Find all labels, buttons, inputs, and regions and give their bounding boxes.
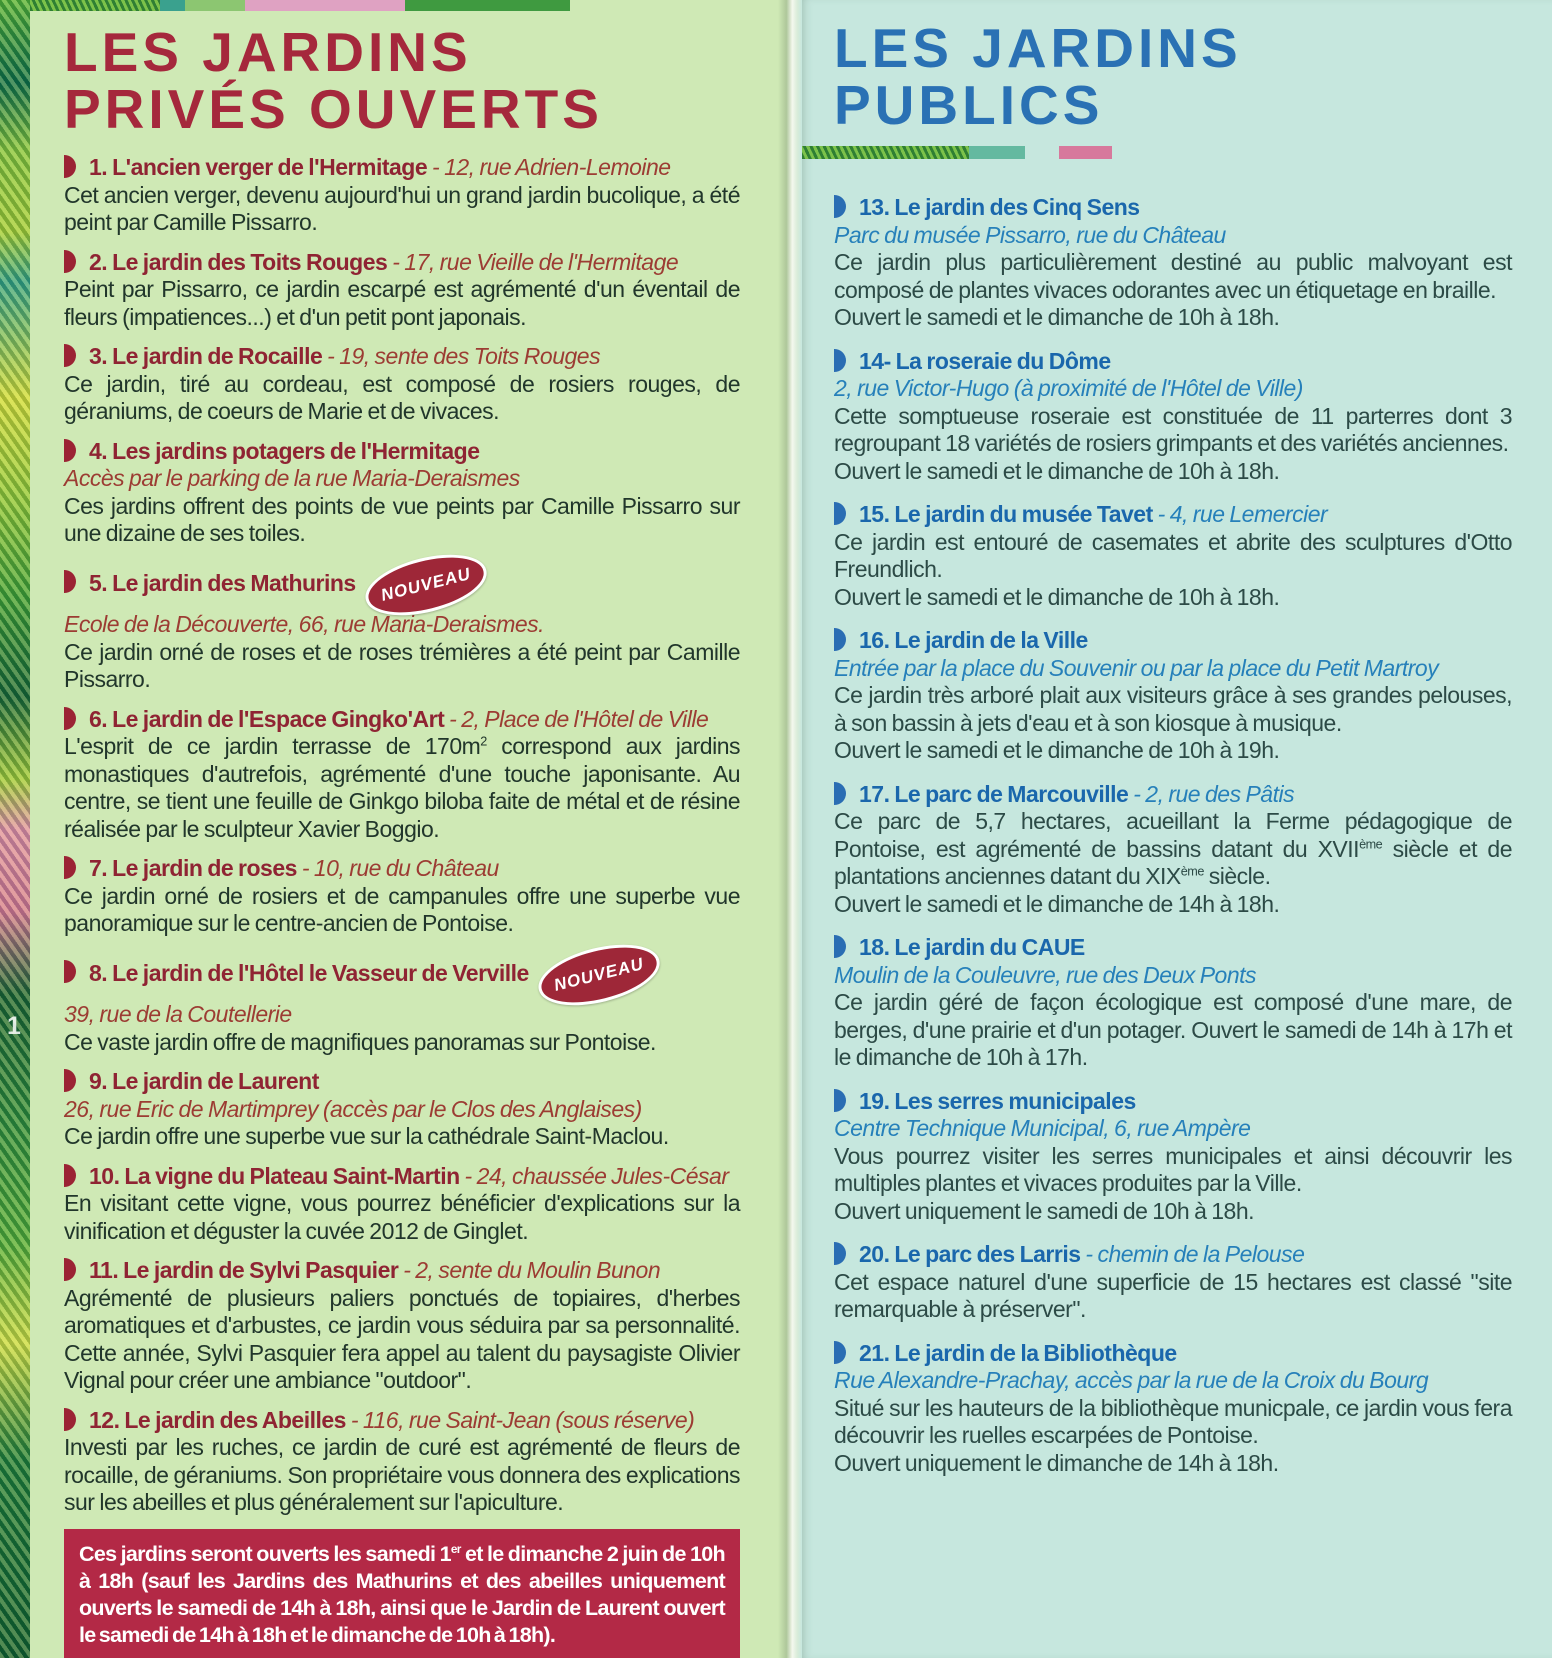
- garden-name: 11. Le jardin de Sylvi Pasquier: [89, 1257, 399, 1283]
- garden-name: 8. Le jardin de l'Hôtel le Vasseur de Verville: [89, 959, 529, 986]
- garden-heading: [64, 436, 740, 466]
- garden-description: Ce jardin offre une superbe vue sur la cathédrale Saint-Maclou.: [64, 1123, 669, 1149]
- garden-address: Ecole de la Découverte, 66, rue Maria-Deraismes.: [64, 611, 545, 637]
- notice-text: et le dimanche 2 juin de 10h à 18h (sauf les Jardins des Mathurins et des abeilles uniquement ouverts le samedi de 14h à 18h, ainsi que le Jardin de Laurent ouvert le samedi de 14h à 18h et le dimanche de 10h à 18h).: [79, 1541, 725, 1647]
- garden-item-5: [64, 558, 740, 694]
- nouveau-badge: NOUVEAU: [359, 543, 492, 625]
- garden-heading: [64, 948, 740, 1002]
- garden-address: 26, rue Eric de Martimprey (accès par le Clos des Anglaises): [64, 1095, 642, 1122]
- garden-item-17: [834, 779, 1512, 919]
- bullet-icon: [834, 1089, 846, 1112]
- garden-address: - 2, Place de l'Hôtel de Ville: [449, 705, 709, 732]
- garden-heading: [64, 558, 740, 612]
- decor-seagreen: [969, 146, 1025, 159]
- opening-hours-notice: [64, 1529, 740, 1658]
- garden-name: 1. L'ancien verger de l'Hermitage: [89, 154, 428, 180]
- garden-name: 3. Le jardin de Rocaille: [89, 343, 323, 369]
- garden-heading: [64, 341, 740, 371]
- garden-name: 12. Le jardin des Abeilles: [89, 1406, 346, 1433]
- garden-item-21: [834, 1338, 1512, 1478]
- garden-description: Ces jardins offrent des points de vue peints par Camille Pissarro sur une dizaine de ses toiles.: [64, 492, 740, 546]
- garden-name: 17. Le parc de Marcouville: [859, 780, 1129, 807]
- bullet-icon: [64, 250, 76, 273]
- garden-description: Peint par Pissarro, ce jardin escarpé est agrémenté d'un éventail de fleurs (impatiences...) et d'un petit pont japonais.: [64, 276, 740, 330]
- page-fold: [778, 0, 802, 1658]
- garden-address: - 24, chaussée Jules-César: [464, 1162, 729, 1189]
- page-title-line1: LES JARDINS: [834, 17, 1242, 79]
- page-private-gardens: [30, 0, 778, 1658]
- garden-item-15: [834, 499, 1512, 611]
- garden-item-18: [834, 932, 1512, 1072]
- garden-name: 14- La roseraie du Dôme: [859, 347, 1111, 374]
- bullet-icon: [64, 155, 76, 178]
- description-text: L'esprit de ce jardin terrasse de 170m: [64, 733, 481, 759]
- garden-description: [64, 733, 740, 843]
- garden-item-4: [64, 436, 740, 548]
- bullet-icon: [834, 935, 846, 958]
- page-title-line2: PUBLICS: [834, 74, 1104, 136]
- garden-address: Parc du musée Pissarro, rue du Château: [834, 221, 1226, 248]
- garden-heading: [64, 1161, 740, 1191]
- description-text: correspond aux jardins monastiques d'autrefois, agrémenté d'une touche japonisante. Au centre, se tient une feuille de Ginkgo biloba faite de métal et de résine réalisée par le sculpteur Xavier Boggio.: [64, 733, 741, 842]
- superscript: ème: [1359, 836, 1383, 851]
- garden-description: Ce jardin géré de façon écologique est composé d'une mare, de berges, d'une prairie et d'un potager. Ouvert le samedi de 14h à 17h et le dimanche de 10h à 17h.: [834, 989, 1512, 1070]
- garden-heading: [64, 853, 740, 883]
- garden-name: 5. Le jardin des Mathurins: [89, 569, 356, 596]
- garden-name: 13. Le jardin des Cinq Sens: [859, 194, 1140, 220]
- garden-heading: [834, 1239, 1512, 1269]
- garden-item-3: [64, 341, 740, 426]
- garden-item-14: [834, 346, 1512, 486]
- description-text: siècle et de plantations anciennes datant du XIX: [834, 835, 1512, 889]
- garden-item-16: [834, 625, 1512, 765]
- garden-description: Investi par les ruches, ce jardin de curé est agrémenté de fleurs de rocaille, de géraniums. Son propriétaire vous donnera des explications sur les abeilles et plus généralement sur l'apiculture.: [64, 1434, 740, 1515]
- left-edge-decor: [0, 0, 30, 1658]
- decor-hatch: [30, 0, 160, 11]
- garden-name: 15. Le jardin du musée Tavet: [859, 501, 1153, 527]
- edge-page-number: 1: [7, 1012, 21, 1040]
- nouveau-badge: NOUVEAU: [532, 933, 665, 1015]
- bullet-icon: [64, 570, 76, 593]
- bullet-icon: [64, 856, 76, 879]
- bullet-icon: [64, 707, 76, 730]
- private-gardens-list: [64, 152, 740, 1517]
- garden-address: Centre Technique Municipal, 6, rue Ampère: [834, 1115, 1251, 1141]
- garden-hours: Ouvert le samedi et le dimanche de 10h à 18h.: [834, 457, 1280, 484]
- page-title-line2: PRIVÉS OUVERTS: [64, 78, 603, 140]
- garden-address: - 17, rue Vieille de l'Hermitage: [392, 248, 679, 275]
- garden-description: Ce jardin orné de roses et de roses trémières a été peint par Camille Pissarro.: [64, 638, 740, 692]
- garden-address: - 2, sente du Moulin Bunon: [403, 1257, 661, 1283]
- garden-description: Ce jardin orné de rosiers et de campanules offre une superbe vue panoramique sur le centre-ancien de Pontoise.: [64, 882, 740, 936]
- garden-name: 4. Les jardins potagers de l'Hermitage: [89, 437, 480, 464]
- decor-teal: [160, 0, 185, 11]
- garden-address: - 12, rue Adrien-Lemoine: [432, 154, 671, 180]
- garden-heading: [64, 1405, 740, 1435]
- garden-name: 18. Le jardin du CAUE: [859, 934, 1085, 960]
- bullet-icon: [64, 960, 76, 983]
- garden-heading: [834, 1338, 1512, 1368]
- garden-hours: Ouvert le samedi et le dimanche de 14h à 18h.: [834, 890, 1280, 917]
- garden-heading: [64, 1255, 740, 1285]
- garden-hours: Ouvert le samedi et le dimanche de 10h à 18h.: [834, 583, 1280, 610]
- garden-address: - chemin de la Pelouse: [1085, 1241, 1305, 1267]
- garden-hours: Ouvert le samedi et le dimanche de 10h à 18h.: [834, 304, 1280, 330]
- garden-description: Agrémenté de plusieurs paliers ponctués de topiaires, d'herbes aromatiques et d'arbustes, ce jardin vous séduira par sa personnalité. Cette année, Sylvi Pasquier fera appel au talent du paysagiste Olivier Vignal pour créer une ambiance "outdoor".: [64, 1284, 740, 1393]
- superscript: er: [450, 1541, 461, 1556]
- decor-hatch: [802, 146, 969, 159]
- garden-heading: [834, 192, 1512, 222]
- garden-heading: [64, 152, 740, 182]
- decor-green-light: [185, 0, 245, 11]
- garden-name: 9. Le jardin de Laurent: [89, 1068, 319, 1094]
- description-text: Ce parc de 5,7 hectares, acueillant la Ferme pédagogique de Pontoise, est agrémenté de bassins datant du XVII: [834, 808, 1512, 862]
- garden-description: Cet espace naturel d'une superficie de 15 hectares est classé "site remarquable à préserver".: [834, 1268, 1512, 1322]
- garden-heading: [64, 247, 740, 277]
- garden-address: - 116, rue Saint-Jean (sous réserve): [350, 1406, 695, 1433]
- garden-name: 6. Le jardin de l'Espace Gingko'Art: [89, 705, 445, 732]
- garden-heading: [834, 779, 1512, 809]
- garden-heading: [834, 625, 1512, 655]
- bullet-icon: [64, 1258, 76, 1281]
- garden-item-8: [64, 948, 740, 1057]
- garden-address: Rue Alexandre-Prachay, accès par la rue de la Croix du Bourg: [834, 1367, 1429, 1393]
- public-gardens-list: [834, 192, 1512, 1477]
- bullet-icon: [834, 1341, 846, 1364]
- bullet-icon: [834, 1242, 846, 1265]
- garden-name: 20. Le parc des Larris: [859, 1241, 1081, 1267]
- garden-description: Cet ancien verger, devenu aujourd'hui un grand jardin bucolique, a été peint par Camille Pissarro.: [64, 181, 740, 235]
- garden-name: 21. Le jardin de la Bibliothèque: [859, 1339, 1177, 1366]
- garden-item-7: [64, 853, 740, 938]
- bullet-icon: [64, 1408, 76, 1431]
- bullet-icon: [64, 344, 76, 367]
- garden-name: 19. Les serres municipales: [859, 1087, 1136, 1114]
- garden-item-2: [64, 247, 740, 332]
- description-text: siècle.: [1203, 863, 1271, 889]
- garden-address: - 4, rue Lemercier: [1157, 501, 1328, 527]
- superscript: 2: [480, 734, 487, 749]
- garden-heading: [834, 1086, 1512, 1116]
- garden-description: Ce jardin est entouré de casemates et abrite des sculptures d'Otto Freundlich.: [834, 528, 1512, 582]
- garden-address: Moulin de la Couleuvre, rue des Deux Ponts: [834, 961, 1257, 988]
- top-decor-strip: [30, 0, 570, 11]
- garden-heading: [834, 346, 1512, 376]
- garden-address: - 10, rue du Château: [301, 855, 499, 881]
- garden-address: 39, rue de la Coutellerie: [64, 1001, 292, 1027]
- title-decor-strip: [802, 146, 1112, 159]
- page-title-private: [64, 21, 740, 140]
- garden-name: 7. Le jardin de roses: [89, 855, 297, 881]
- notice-text: Ces jardins seront ouverts les samedi 1: [79, 1541, 451, 1566]
- garden-description: En visitant cette vigne, vous pourrez bénéficier d'explications sur la vinification et déguster la cuvée 2012 de Ginglet.: [64, 1190, 740, 1244]
- garden-hours: Ouvert uniquement le dimanche de 14h à 18h.: [834, 1449, 1279, 1476]
- garden-name: 16. Le jardin de la Ville: [859, 627, 1088, 653]
- page-title-line1: LES JARDINS: [64, 21, 472, 83]
- garden-address: Accès par le parking de la rue Maria-Deraismes: [64, 465, 520, 491]
- garden-address: - 19, sente des Toits Rouges: [327, 343, 601, 369]
- garden-description: [834, 808, 1512, 891]
- bullet-icon: [64, 1164, 76, 1187]
- garden-item-6: [64, 704, 740, 844]
- garden-description: Situé sur les hauteurs de la bibliothèque municpale, ce jardin vous fera découvrir les ruelles escarpées de Pontoise.: [834, 1394, 1512, 1448]
- decor-pink: [245, 0, 405, 11]
- garden-heading: [834, 499, 1512, 529]
- bullet-icon: [834, 502, 846, 525]
- bullet-icon: [834, 628, 846, 651]
- garden-item-9: [64, 1066, 740, 1151]
- garden-item-1: [64, 152, 740, 237]
- garden-description: Ce jardin très arboré plait aux visiteurs grâce à ses grandes pelouses, à son bassin à jets d'eau et à son kiosque à musique.: [834, 682, 1512, 736]
- bullet-icon: [834, 782, 846, 805]
- superscript: ème: [1180, 864, 1204, 879]
- garden-name: 2. Le jardin des Toits Rouges: [89, 248, 388, 275]
- bullet-icon: [834, 349, 846, 372]
- garden-description: Vous pourrez visiter les serres municipales et ainsi découvrir les multiples plantes et vivaces produites par la Ville.: [834, 1142, 1512, 1196]
- garden-address: - 2, rue des Pâtis: [1133, 780, 1295, 807]
- garden-description: Cette somptueuse roseraie est constituée de 11 parterres dont 3 regroupant 18 variétés de rosiers grimpants et des variétés anciennes.: [834, 402, 1512, 456]
- garden-hours: Ouvert le samedi et le dimanche de 10h à 19h.: [834, 737, 1280, 763]
- garden-address: Entrée par la place du Souvenir ou par la place du Petit Martroy: [834, 654, 1439, 681]
- garden-item-13: [834, 192, 1512, 332]
- decor-green: [405, 0, 570, 11]
- garden-address: 2, rue Victor-Hugo (à proximité de l'Hôtel de Ville): [834, 375, 1303, 401]
- garden-heading: [64, 704, 740, 734]
- garden-heading: [64, 1066, 740, 1096]
- garden-description: Ce jardin, tiré au cordeau, est composé de rosiers rouges, de géraniums, de coeurs de Marie et de vivaces.: [64, 370, 740, 424]
- bullet-icon: [64, 1069, 76, 1092]
- bullet-icon: [64, 439, 76, 462]
- garden-heading: [834, 932, 1512, 962]
- garden-item-19: [834, 1086, 1512, 1226]
- decor-pink: [1059, 146, 1112, 159]
- bullet-icon: [834, 195, 846, 218]
- garden-name: 10. La vigne du Plateau Saint-Martin: [89, 1162, 460, 1189]
- page-public-gardens: [802, 0, 1552, 1658]
- garden-item-20: [834, 1239, 1512, 1324]
- page-title-public: [834, 17, 1512, 136]
- garden-item-10: [64, 1161, 740, 1246]
- garden-item-11: [64, 1255, 740, 1395]
- decor-gap: [1025, 146, 1059, 159]
- garden-description: Ce vaste jardin offre de magnifiques panoramas sur Pontoise.: [64, 1028, 656, 1055]
- garden-description: Ce jardin plus particulièrement destiné au public malvoyant est composé de plantes vivaces odorantes avec un étiquetage en braille.: [834, 249, 1512, 303]
- garden-hours: Ouvert uniquement le samedi de 10h à 18h.: [834, 1197, 1255, 1224]
- garden-item-12: [64, 1405, 740, 1517]
